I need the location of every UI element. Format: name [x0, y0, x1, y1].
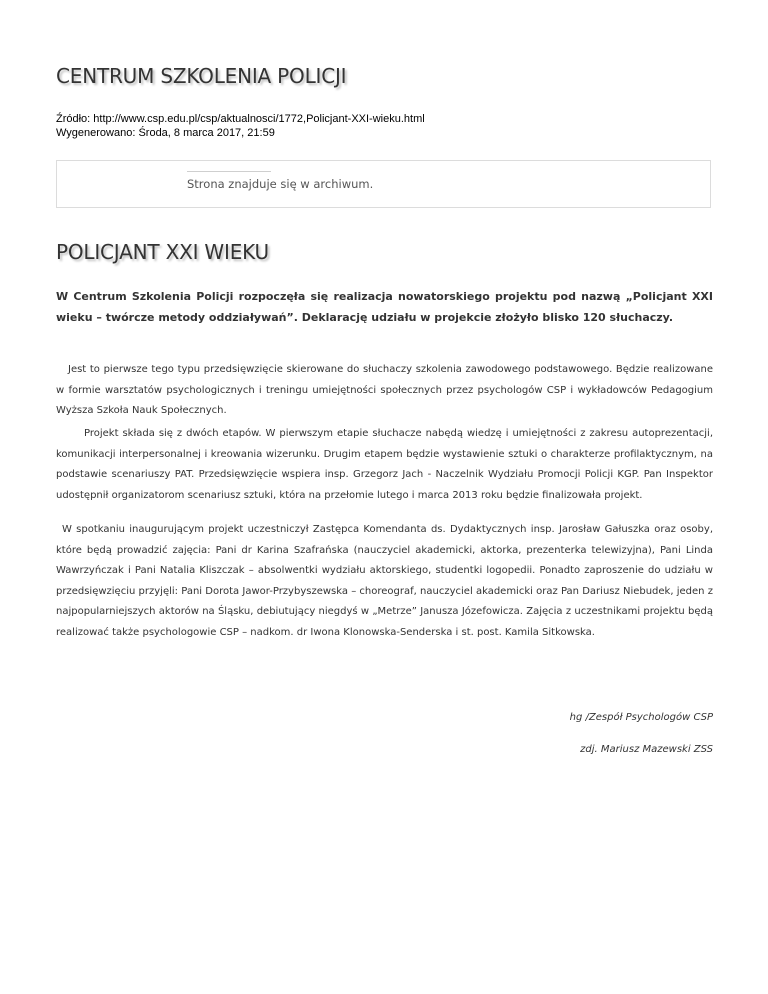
- signature-author: hg /Zespół Psychologów CSP: [569, 712, 713, 723]
- article-paragraph-2: Projekt składa się z dwóch etapów. W pierwszym etapie słuchacze nabędą wiedzę i umiejętności z zakresu autoprezentacji, komunikacji interpersonalnej i kreowania wizerunku. Drugim etapem będzie wystawienie sztuki o charakterze profilaktycznym, na podstawie scenariuszy PAT. Przedsięwzięcie wspiera insp. Grzegorz Jach - Naczelnik Wydziału Promocji Policji KGP. Pan Inspektor udostępnił organizatorom scenariusz sztuki, która na przełomie lutego i marca 2013 roku będzie finalizowała projekt.: [56, 428, 713, 501]
- generated-line: Wygenerowano: Środa, 8 marca 2017, 21:59: [56, 127, 275, 139]
- print-meta: [56, 112, 425, 140]
- article-paragraph-1: Jest to pierwsze tego typu przedsięwzięcie skierowane do słuchaczy szkolenia zawodowego podstawowego. Będzie realizowane w formie warsztatów psychologicznych i treningu umiejętności społecznych przez psychologów CSP i wykładowców Pedagogium Wyższa Szkoła Nauk Społecznych.: [56, 364, 713, 416]
- archive-notice-box: [56, 160, 711, 208]
- archive-notice-text: Strona znajduje się w archiwum.: [187, 177, 374, 191]
- article-paragraph-3: W spotkaniu inaugurującym projekt uczestniczył Zastępca Komendanta ds. Dydaktycznych insp. Jarosław Gałuszka oraz osoby, które będą prowadzić zajęcia: Pani dr Karina Szafrańska (nauczyciel akademicki, aktorka, prezenterka telewizyjna), Pani Linda Wawrzyńczak i Pani Natalia Kliszczak – absolwentki wydziału aktorskiego, studentki logopedii. Ponadto zaproszenie do udziału w przedsięwzięciu przyjęli: Pani Dorota Jawor-Przybyszewska – choreograf, nauczyciel akademicki oraz Pan Dariusz Niebudek, jeden z najpopularniejszych aktorów na Śląsku, debiutujący niegdyś w „Metrze” Janusza Józefowicza. Zajęcia z uczestnikami projektu będą realizować także psychologowie CSP – nadkom. dr Iwona Klonowska-Senderska i st. post. Kamila Sitkowska.: [56, 524, 713, 638]
- signature-photo: zdj. Mariusz Mazewski ZSS: [580, 744, 713, 755]
- archive-divider: [187, 171, 271, 172]
- article-title: POLICJANT XXI WIEKU: [56, 240, 269, 264]
- source-line: Źródło: http://www.csp.edu.pl/csp/aktualnosci/1772,Policjant-XXI-wieku.html: [56, 113, 425, 125]
- article-lead: W Centrum Szkolenia Policji rozpoczęła się realizacja nowatorskiego projektu pod nazwą „Policjant XXI wieku – twórcze metody oddziaływań”. Deklarację udziału w projekcie złożyło blisko 120 słuchaczy.: [56, 290, 713, 324]
- site-title: CENTRUM SZKOLENIA POLICJI: [56, 64, 347, 88]
